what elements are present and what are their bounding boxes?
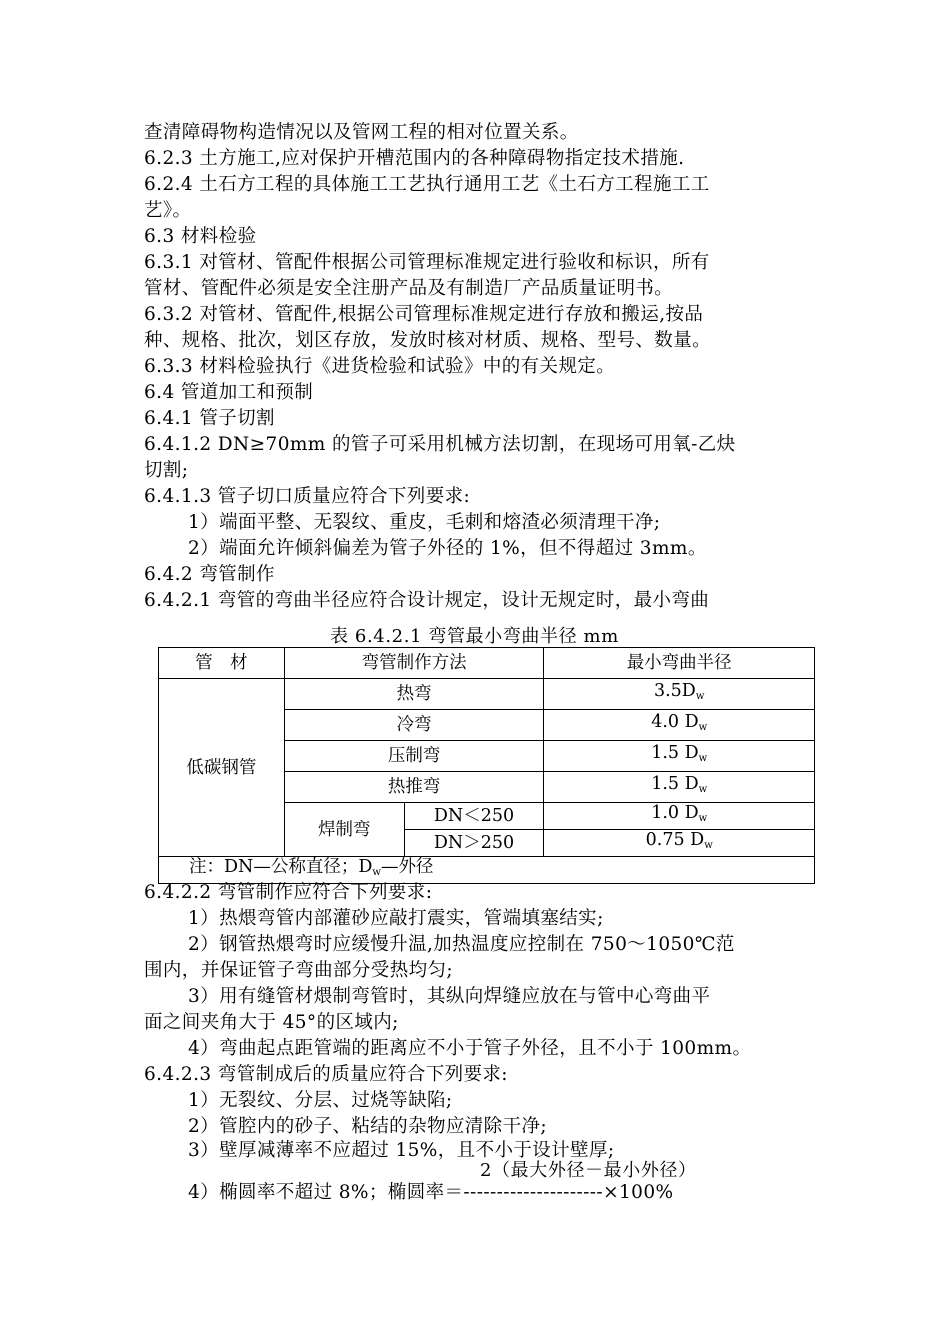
table-caption: 表 6.4.2.1 弯管最小弯曲半径 mm xyxy=(330,626,619,647)
list-item: 1）端面平整、无裂纹、重皮，毛刺和熔渣必须清理干净; xyxy=(188,512,661,533)
list-item: 2）管腔内的砂子、粘结的杂物应清除干净; xyxy=(188,1116,548,1137)
text-line: 6.2.3 土方施工,应对保护开槽范围内的各种障碍物指定技术措施. xyxy=(144,148,685,169)
text-line: 6.4.1.2 DN≥70mm 的管子可采用机械方法切割，在现场可用氧-乙炔 xyxy=(144,434,736,455)
text-line: 6.3.3 材料检验执行《进货检验和试验》中的有关规定。 xyxy=(144,356,616,377)
radius-cell: 0.75 $D_w$ xyxy=(544,830,815,857)
method-cell: 冷弯 xyxy=(284,710,544,741)
text-line: 面之间夹角大于 45°的区域内; xyxy=(144,1012,399,1033)
text-line: 切割; xyxy=(144,460,189,481)
header-material: 管 材 xyxy=(159,648,285,679)
condition-cell: DN＞250 xyxy=(404,830,544,857)
table-row xyxy=(159,679,815,710)
bend-radius-table xyxy=(158,647,815,884)
method-cell: 压制弯 xyxy=(284,741,544,772)
text-line: 6.4.2.3 弯管制成后的质量应符合下列要求: xyxy=(144,1064,508,1085)
method-cell: 热弯 xyxy=(284,679,544,710)
text-line: 6.4.2.1 弯管的弯曲半径应符合设计规定，设计无规定时，最小弯曲 xyxy=(144,590,710,611)
text-line: 6.2.4 土石方工程的具体施工工艺执行通用工艺《土石方工程施工工 xyxy=(144,174,710,195)
list-item: 1）热煨弯管内部灌砂应敲打震实，管端填塞结实; xyxy=(188,908,604,929)
list-item: 2）端面允许倾斜偏差为管子外径的 1%，但不得超过 3mm。 xyxy=(188,538,707,559)
radius-cell: 1.5 $D_w$ xyxy=(544,772,815,803)
text-line: 管材、管配件必须是安全注册产品及有制造厂产品质量证明书。 xyxy=(144,278,674,299)
list-item: 3）壁厚减薄率不应超过 15%，且不小于设计壁厚; xyxy=(188,1140,615,1161)
text-line: 6.4.1.3 管子切口质量应符合下列要求: xyxy=(144,486,471,507)
radius-cell: 1.0 $D_w$ xyxy=(544,803,815,830)
header-radius: 最小弯曲半径 xyxy=(544,648,815,679)
text-line: 种、规格、批次，划区存放，发放时核对材质、规格、型号、数量。 xyxy=(144,330,712,351)
formula-line: 4）椭圆率不超过 8%；椭圆率＝---------------------×100% xyxy=(188,1182,674,1203)
formula-numerator: 2（最大外径－最小外径） xyxy=(480,1160,697,1181)
list-item: 2）钢管热煨弯时应缓慢升温,加热温度应控制在 750～1050℃范 xyxy=(188,934,735,955)
list-item: 4）弯曲起点距管端的距离应不小于管子外径，且不小于 100mm。 xyxy=(188,1038,752,1059)
material-cell: 低碳钢管 xyxy=(159,679,285,857)
section-heading: 6.4.2 弯管制作 xyxy=(144,564,275,585)
text-line: 围内，并保证管子弯曲部分受热均匀; xyxy=(144,960,454,981)
list-item: 1）无裂纹、分层、过烧等缺陷; xyxy=(188,1090,453,1111)
text-line: 6.4.2.2 弯管制作应符合下列要求: xyxy=(144,882,433,903)
radius-cell: 4.0 $D_w$ xyxy=(544,710,815,741)
method-cell: 焊制弯 xyxy=(284,803,404,857)
radius-cell: $3.5D_w$ xyxy=(544,679,815,710)
radius-cell: 1.5 $D_w$ xyxy=(544,741,815,772)
condition-cell: DN＜250 xyxy=(404,803,544,830)
table-header-row xyxy=(159,648,815,679)
section-heading: 6.4 管道加工和预制 xyxy=(144,382,314,403)
text-line: 6.3.2 对管材、管配件,根据公司管理标准规定进行存放和搬运,按品 xyxy=(144,304,704,325)
header-method: 弯管制作方法 xyxy=(284,648,544,679)
list-item: 3）用有缝管材煨制弯管时，其纵向焊缝应放在与管中心弯曲平 xyxy=(188,986,711,1007)
section-heading: 6.3 材料检验 xyxy=(144,226,257,247)
table-note-row xyxy=(159,857,815,884)
text-line: 艺》。 xyxy=(144,200,192,221)
table-note: 注：DN—公称直径；$D_w—$外径 xyxy=(159,857,815,884)
method-cell: 热推弯 xyxy=(284,772,544,803)
text-line: 查清障碍物构造情况以及管网工程的相对位置关系。 xyxy=(144,122,579,143)
section-heading: 6.4.1 管子切割 xyxy=(144,408,275,429)
text-line: 6.3.1 对管材、管配件根据公司管理标准规定进行验收和标识，所有 xyxy=(144,252,710,273)
